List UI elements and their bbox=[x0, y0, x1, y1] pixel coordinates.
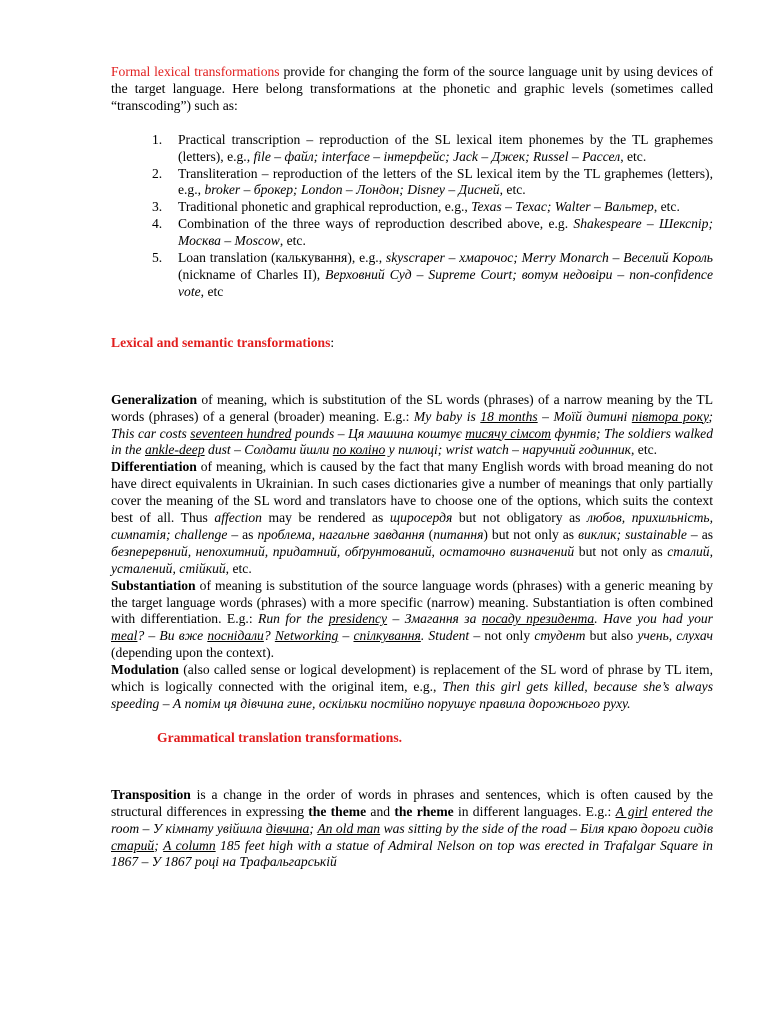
list-item: 5. Loan translation (калькування), e.g., skyscraper – хмарочос; Merry Monarch – Веселий Король (nickname of Charles II), Верховний Суд – Supreme Court; вотум недовіри – non-confidence vote, etc bbox=[152, 250, 713, 299]
transposition-term: Transposition bbox=[111, 786, 191, 802]
substantiation-paragraph: Substantiation of meaning is substitution of the source language words (phrases) with a generic meaning by the target language words (phrases) with a more specific (narrow) meaning. Substantiation is often combined with differentiation. E.g.: Run for the presidency – Змагання за посаду президента. Have you had your meal? – Ви вже поснідали? Networking – спілкування. Student – not only студент but also учень, слухач (depending upon the context). bbox=[111, 577, 713, 661]
transcoding-list bbox=[111, 132, 713, 301]
lexical-heading-line: Lexical and semantic transformations: bbox=[111, 334, 335, 350]
lexical-heading: Lexical and semantic transformations bbox=[111, 334, 331, 350]
differentiation-paragraph: Differentiation of meaning, which is caused by the fact that many English words with broad meaning do not have direct equivalents in Ukrainian. In such cases dictionaries give a number of meanings that only partially cover the meaning of the SL word and translators have to choose one of the options, which suits the context best of all. Thus affection may be rendered as щиросердя but not obligatory as любов, прихильність, симпатія; challenge – as проблема, нагальне завдання (питання) but not only as виклик; sustainable – as безперервний, непохитний, придатний, обґрунтований, остаточно визначений but not only as сталий, усталений, стійкий, etc. bbox=[111, 459, 714, 576]
list-item: 2. Transliteration – reproduction of the letters of the SL lexical item by the TL graphemes (letters), e.g., broker – брокер; London – Лондон; Disney – Дисней, etc. bbox=[152, 165, 713, 198]
grammatical-heading-line bbox=[111, 730, 713, 747]
document-page bbox=[111, 64, 713, 871]
differentiation-term: Differentiation bbox=[111, 459, 197, 475]
list-item: 4. Combination of the three ways of reproduction described above, e.g. Shakespeare – Шекспір; Москва – Moscow, etc. bbox=[152, 216, 714, 249]
substantiation-term: Substantiation bbox=[111, 577, 196, 593]
modulation-term: Modulation bbox=[111, 662, 179, 678]
formal-intro: provide for changing the form of the source language unit by using devices of the target language. Here belong transformations at the phonetic and graphic levels (sometimes called “transcoding”) such as: bbox=[111, 64, 713, 113]
formal-heading: Formal lexical transformations bbox=[111, 64, 280, 79]
list-item: 1. Practical transcription – reproduction of the SL lexical item phonemes by the TL graphemes (letters), e.g., file – файл; interface – інтерфейс; Jack – Джек; Russel – Рассел, etc. bbox=[152, 131, 713, 164]
generalization-paragraph: Generalization of meaning, which is substitution of the SL words (phrases) of a narrow meaning by the TL words (phrases) of a general (broader) meaning. E.g.: My baby is 18 months – Моїй дитині півтора року; This car costs seventeen hundred pounds – Ця машина коштує тисячу сімсот фунтів; The soldiers walked in the ankle-deep dust – Солдати йшли по коліно у пилюці; wrist watch – наручний годинник, etc. bbox=[111, 391, 713, 458]
transposition-paragraph: Transposition is a change in the order of words in phrases and sentences, which is often caused by the structural differences in expressing the theme and the rheme in different languages. E.g.: A girl entered the room – У кімнату увійшла дівчина; An old man was sitting by the side of the road – Біля краю дороги сидів старий; A column 185 feet high with a statue of Admiral Nelson on top was erected in Trafalgar Square in 1867 – У 1867 році на Трафальгарській bbox=[111, 786, 713, 870]
list-item: 3. Traditional phonetic and graphical reproduction, e.g., Texas – Техас; Walter – Вальтер, etc. bbox=[152, 199, 680, 215]
grammatical-heading: Grammatical translation transformations. bbox=[157, 729, 403, 745]
generalization-term: Generalization bbox=[111, 391, 198, 407]
formal-paragraph bbox=[111, 64, 713, 115]
modulation-paragraph: Modulation (also called sense or logical development) is replacement of the SL word of phrase by TL item, which is logically connected with the original item, e.g., Then this girl gets killed, because she’s always speeding – А потім ця дівчина гине, оскільки постійно порушує правила дорожнього руху. bbox=[111, 662, 713, 711]
